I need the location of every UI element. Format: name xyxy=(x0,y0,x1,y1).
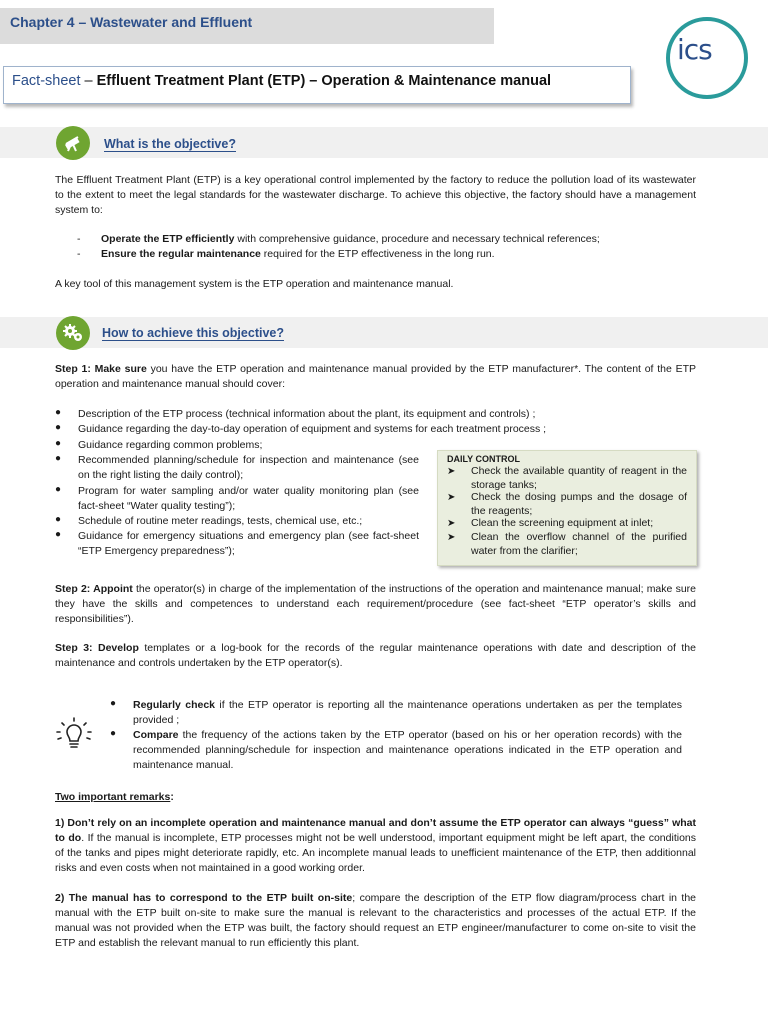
dash-2: - xyxy=(77,248,81,260)
ics-logo-text: ics xyxy=(677,33,712,66)
bullet-dot: ● xyxy=(55,453,62,464)
bullet-dot: ● xyxy=(55,529,62,540)
remark-1-text: . If the manual is incomplete, ETP processes might not be well understood, important equipment might be left apart, the conditions of the tanks and pipes might deteriorate rapidly, etc. An incomplete manual leads to unefficient maintenance of the ETP, then additionnal risks and even costs when not maintained in a good working order. xyxy=(55,832,696,874)
objective-intro: The Effluent Treatment Plant (ETP) is a key operational control implemented by the factory to reduce the pollution load of its wastewater to the extent to meet the legal standards for the wastewater discharge. To achieve this objective, the factory should have a management system to: xyxy=(55,174,696,216)
bullet-dot: ● xyxy=(110,728,117,739)
remark-1-bold: 1) Don’t rely on an incomplete operation and maintenance manual and don’t assume the ETP operator can always “guess” what to do xyxy=(55,817,696,844)
bullet-dot: ● xyxy=(55,407,62,418)
bullet-dot: ● xyxy=(55,438,62,449)
tip-2-bold: Compare xyxy=(133,729,179,741)
arrow-icon: ➤ xyxy=(447,492,456,503)
chapter-title: Chapter 4 – Wastewater and Effluent xyxy=(10,14,253,30)
remarks-heading-text: Two important remarks xyxy=(55,791,171,803)
arrow-icon: ➤ xyxy=(447,532,456,543)
dash-1: - xyxy=(77,233,81,245)
fact-sheet-prefix: Fact-sheet xyxy=(12,73,81,89)
bullet-dot: ● xyxy=(110,698,117,709)
daily-control-item-2: Check the dosing pumps and the dosage of the reagents; xyxy=(471,491,687,517)
arrow-icon: ➤ xyxy=(447,466,456,477)
content-bullet-7: Guidance for emergency situations and emergency plan (see fact-sheet “ETP Emergency preparedness”); xyxy=(78,530,419,557)
achieve-heading xyxy=(102,326,284,340)
content-bullet-5: Program for water sampling and/or water quality monitoring plan (see fact-sheet “Water quality testing”); xyxy=(78,485,419,512)
tip-1-bold: Regularly check xyxy=(133,699,215,711)
objective-item-1 xyxy=(101,232,701,247)
lightbulb-icon xyxy=(52,712,96,756)
objective-heading-text: What is the objective? xyxy=(104,137,236,151)
remarks-heading xyxy=(55,790,174,805)
step1-paragraph xyxy=(55,362,696,392)
daily-control-item-1: Check the available quantity of reagent in the storage tanks; xyxy=(471,465,687,491)
objective-item-1-text: with comprehensive guidance, procedure and necessary technical references; xyxy=(234,233,600,245)
step1-label: Step 1: Make sure xyxy=(55,363,147,375)
content-bullet-2: Guidance regarding the day-to-day operation of equipment and systems for each treatment process ; xyxy=(78,423,547,435)
step2-paragraph xyxy=(55,582,696,627)
tip-2-text: the frequency of the actions taken by the ETP operator (based on his or her operation records) with the recommended planning/schedule for inspection and maintenance operations indicated in the ETP operation and maintenance manual. xyxy=(133,729,682,771)
step3-label: Step 3: Develop xyxy=(55,642,139,654)
remark-2-text: ; compare the description of the ETP flow diagram/process chart in the manual with the ETP built on-site to make sure the manual is relevant to the characteristics and processes of the actual ETP. If the manual was not provided when the ETP was built, the factory should request an ETP engineer/manufacturer to come on-site to visit the ETP and establish the relevant manual to run efficiently this plant. xyxy=(55,892,697,949)
remark-2-bold: 2) The manual has to correspond to the ETP built on-site xyxy=(55,892,353,904)
content-bullet-6: Schedule of routine meter readings, tests, chemical use, etc.; xyxy=(78,515,363,527)
objective-item-2-text: required for the ETP effectiveness in the long run. xyxy=(260,248,495,260)
tip-1 xyxy=(133,698,682,728)
step3-paragraph xyxy=(55,641,696,671)
daily-control-heading: DAILY CONTROL xyxy=(447,454,521,464)
content-bullet-3: Guidance regarding common problems; xyxy=(78,439,263,451)
objective-item-2-bold: Ensure the regular maintenance xyxy=(101,248,261,260)
gears-icon xyxy=(56,316,90,350)
step3-text: templates or a log-book for the records of the regular maintenance operations with date and description of the maintenance and controls undertaken by the ETP operator(s). xyxy=(55,642,696,669)
remark-1 xyxy=(55,816,696,876)
step1-text: you have the ETP operation and maintenance manual provided by the ETP manufacturer*. The content of the ETP operation and maintenance manual should cover: xyxy=(55,363,696,390)
daily-control-item-4: Clean the overflow channel of the purified water from the clarifier; xyxy=(471,531,687,557)
step2-text: the operator(s) in charge of the implementation of the instructions of the operation and maintenance manual; make sure they have the skills and competences to understand each requirement/procedure (see fact-sheet “ETP operator’s skills and responsibilities”). xyxy=(55,583,696,625)
tip-2 xyxy=(133,728,682,773)
objective-item-1-bold: Operate the ETP efficiently xyxy=(101,233,235,245)
content-bullet-1: Description of the ETP process (technical information about the plant, its equipment and controls) ; xyxy=(78,408,536,420)
objective-item-2 xyxy=(101,247,701,262)
remarks-heading-colon: : xyxy=(170,791,174,803)
fact-sheet-name: Effluent Treatment Plant (ETP) – Operation & Maintenance manual xyxy=(96,73,552,89)
step2-label: Step 2: Appoint xyxy=(55,583,133,595)
bullet-dot: ● xyxy=(55,484,62,495)
objective-closing: A key tool of this management system is the ETP operation and maintenance manual. xyxy=(55,278,454,290)
tip-1-text: if the ETP operator is reporting all the maintenance operations undertaken as per the templates provided ; xyxy=(133,699,682,726)
fact-sheet-title xyxy=(12,73,551,89)
objective-heading xyxy=(104,137,236,151)
arrow-icon: ➤ xyxy=(447,518,456,529)
content-bullet-4: Recommended planning/schedule for inspection and maintenance (see on the right listing the daily control); xyxy=(78,454,419,481)
achieve-heading-text: How to achieve this objective? xyxy=(102,326,284,340)
bullet-dot: ● xyxy=(55,514,62,525)
remark-2 xyxy=(55,891,696,951)
fact-sheet-separator: – xyxy=(80,73,97,89)
telescope-icon xyxy=(56,126,90,160)
daily-control-item-3: Clean the screening equipment at inlet; xyxy=(471,517,654,529)
bullet-dot: ● xyxy=(55,422,62,433)
